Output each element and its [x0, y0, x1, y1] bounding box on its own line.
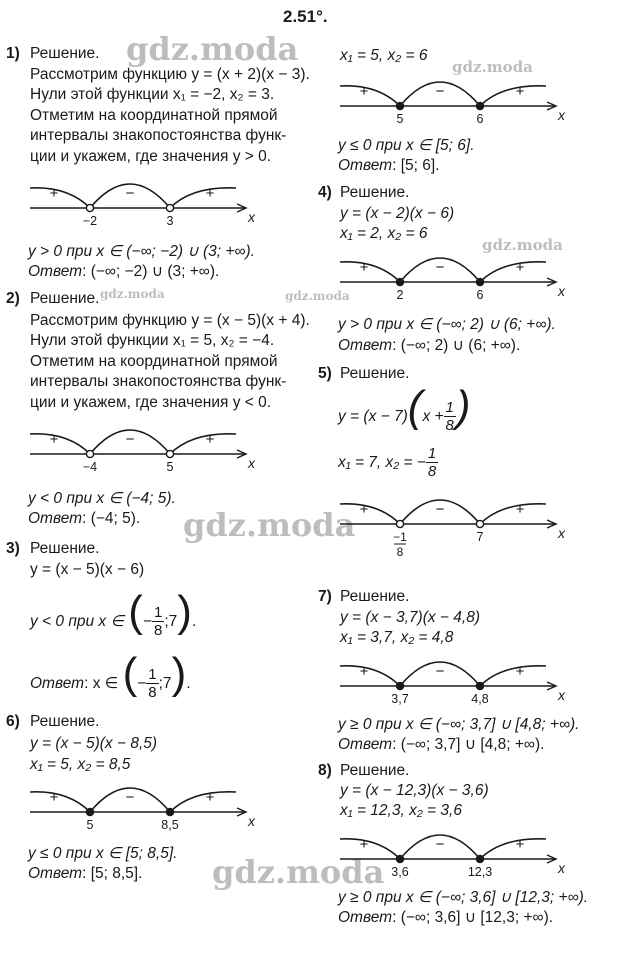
sign-arc [340, 666, 400, 686]
axis-variable-label: x [558, 525, 565, 541]
filled-point [166, 808, 173, 815]
task-3-cont-line: x₁ = 5, x₂ = 6 [340, 47, 428, 64]
point-label: 7 [476, 530, 484, 544]
filled-point [476, 682, 483, 689]
task-3-result: y < 0 при x ∈ (− $\frac{1}{8}$ ;7). [30, 587, 197, 640]
point-label: 5 [86, 818, 94, 832]
fraction-den: 8 [154, 622, 163, 640]
filled-point [396, 102, 403, 109]
task-3-answer: Ответ: x ∈ (− $\frac{1}{8}$ ;7). [30, 649, 191, 702]
open-point [396, 520, 403, 527]
fraction [152, 604, 164, 639]
watermark: gdz.moda [100, 287, 165, 301]
sign-arc [480, 839, 546, 859]
task-4-result: y > 0 при x ∈ (−∞; 2) ∪ (6; +∞). [338, 316, 556, 333]
answer-value: : [5; 6]. [392, 157, 440, 174]
open-point [166, 450, 173, 457]
point-label: 3,6 [391, 865, 409, 879]
answer-value: : [5; 8,5]. [82, 865, 143, 882]
filled-point [476, 855, 483, 862]
task-4-number: 4) [318, 184, 332, 201]
point-label: −4 [82, 460, 98, 474]
axis-variable-label: x [558, 107, 565, 123]
filled-point [396, 278, 403, 285]
task-1-label: Решение. [30, 45, 100, 62]
sign-label: + [359, 259, 369, 276]
answer-value: : (−4; 5). [82, 510, 141, 527]
point-label-numerator: −1 [393, 530, 407, 544]
sign-label: + [515, 663, 525, 680]
task-2-answer [28, 510, 140, 528]
task-3-line: y = (x − 5)(x − 6) [30, 561, 145, 578]
watermark: gdz.moda [285, 289, 350, 303]
sign-arc [170, 188, 236, 208]
sign-arc [340, 504, 400, 524]
axis-variable-label: x [558, 283, 565, 299]
task-8-label: Решение. [340, 762, 410, 779]
interval-rest: ;7 [158, 675, 172, 692]
task-6-line: x₁ = 5, x₂ = 8,5 [30, 756, 131, 773]
task-2-line: ции и укажем, где значения y < 0. [30, 394, 272, 411]
answer-label: Ответ [338, 909, 393, 926]
answer-value: : (−∞; 2) ∪ (6; +∞). [392, 337, 521, 354]
point-label: 5 [396, 112, 404, 126]
task-3-number: 3) [6, 540, 20, 557]
formula-part-b: x + [422, 408, 444, 425]
task-5-roots [338, 440, 438, 486]
task-2-line: Рассмотрим функцию y = (x − 5)(x + 4). [30, 312, 310, 329]
task-6-label: Решение. [30, 713, 100, 730]
answer-prefix: : x ∈ [84, 675, 119, 692]
fraction-num: 1 [154, 604, 163, 622]
point-label: 6 [476, 112, 484, 126]
task-6-line: y = (x − 5)(x − 8,5) [30, 735, 158, 752]
answer-label: Ответ [338, 337, 393, 354]
fraction-num: 1 [445, 399, 454, 417]
paren-close: ) [171, 649, 187, 698]
fraction [146, 666, 158, 701]
answer-label: Ответ [28, 865, 83, 882]
task-3-cont-answer [338, 157, 439, 175]
fraction [444, 399, 456, 434]
sign-label: + [205, 431, 215, 448]
task-4-line: y = (x − 2)(x − 6) [340, 205, 455, 222]
axis-variable-label: x [248, 209, 255, 225]
sign-label: + [359, 501, 369, 518]
task-5-number-line [338, 488, 568, 558]
task-3-cont-result: y ≤ 0 при x ∈ [5; 6]. [338, 137, 475, 154]
task-2-number-line [28, 418, 258, 478]
filled-point [86, 808, 93, 815]
sign-label: − [435, 663, 445, 680]
filled-point [476, 278, 483, 285]
point-label: 2 [396, 288, 404, 302]
sign-label: + [49, 185, 59, 202]
paren-open: ( [407, 382, 423, 431]
fraction-den: 8 [427, 463, 437, 481]
fraction [426, 445, 438, 480]
sign-arc [480, 666, 546, 686]
point-label: 12,3 [467, 865, 493, 879]
task-1-line: интервалы знакопостоянства функ- [30, 127, 287, 144]
task-6-answer [28, 865, 142, 883]
sign-label: + [49, 789, 59, 806]
task-8-line: x₁ = 12,3, x₂ = 3,6 [340, 802, 462, 819]
minus: − [142, 613, 153, 630]
sign-arc [340, 839, 400, 859]
task-6-result: y ≤ 0 при x ∈ [5; 8,5]. [28, 845, 178, 862]
answer-value: : (−∞; 3,7] ∪ [4,8; +∞). [392, 736, 545, 753]
open-point [166, 204, 173, 211]
watermark: gdz.moda [482, 236, 563, 254]
task-1-line: ции и укажем, где значения y > 0. [30, 148, 272, 165]
sign-label: − [435, 259, 445, 276]
task-8-number-line [338, 823, 568, 883]
answer-label: Ответ [30, 675, 85, 692]
task-1-answer [28, 263, 219, 281]
fraction-den: 8 [148, 684, 157, 702]
task-6-number-line [28, 776, 258, 836]
task-8-line: y = (x − 12,3)(x − 3,6) [340, 782, 489, 799]
point-label: 3 [166, 214, 174, 228]
answer-label: Ответ [28, 263, 83, 280]
sign-arc [340, 86, 400, 106]
point-label: 3,7 [391, 692, 409, 706]
open-point [86, 204, 93, 211]
fraction-num: 1 [427, 445, 437, 463]
point-label: −2 [82, 214, 98, 228]
sign-arc [480, 86, 546, 106]
task-7-answer [338, 736, 544, 754]
sign-label: + [515, 83, 525, 100]
watermark: gdz.moda [126, 30, 299, 68]
task-1-result: y > 0 при x ∈ (−∞; −2) ∪ (3; +∞). [28, 243, 255, 260]
formula-part-a: y = (x − 7) [338, 408, 408, 425]
task-4-number-line [338, 246, 568, 306]
task-4-answer [338, 337, 520, 355]
answer-value: : (−∞; −2) ∪ (3; +∞). [82, 263, 220, 280]
filled-point [396, 855, 403, 862]
axis-variable-label: x [248, 455, 255, 471]
task-7-line: y = (x − 3,7)(x − 4,8) [340, 609, 480, 626]
task-4-label: Решение. [340, 184, 410, 201]
task-2-line: Отметим на координатной прямой [30, 353, 278, 370]
task-7-number-line [338, 650, 568, 710]
task-5-label: Решение. [340, 365, 410, 382]
sign-arc [30, 792, 90, 812]
sign-label: + [205, 185, 215, 202]
task-3-cont-number-line [338, 70, 568, 130]
task-1-line: Нули этой функции x₁ = −2, x₂ = 3. [30, 86, 275, 103]
task-7-result: y ≥ 0 при x ∈ (−∞; 3,7] ∪ [4,8; +∞). [338, 716, 580, 733]
task-7-line: x₁ = 3,7, x₂ = 4,8 [340, 629, 454, 646]
task-2-label: Решение. [30, 290, 100, 307]
sign-label: − [435, 501, 445, 518]
sign-arc [480, 504, 546, 524]
sign-label: + [205, 789, 215, 806]
result-prefix: y < 0 при x ∈ [30, 613, 124, 630]
task-3-label: Решение. [30, 540, 100, 557]
task-8-answer [338, 909, 553, 927]
sign-label: + [359, 663, 369, 680]
fraction-num: 1 [148, 666, 157, 684]
sign-label: − [435, 836, 445, 853]
paren-open: ( [128, 587, 143, 636]
sign-arc [340, 262, 400, 282]
task-1-number: 1) [6, 45, 20, 62]
answer-label: Ответ [338, 736, 393, 753]
open-point [86, 450, 93, 457]
open-point [476, 520, 483, 527]
sign-label: + [359, 836, 369, 853]
fraction-den: 8 [445, 417, 454, 435]
minus: − [137, 675, 147, 692]
interval-rest: ;7 [164, 613, 178, 630]
paren-close: ) [177, 587, 192, 636]
answer-label: Ответ [28, 510, 83, 527]
sign-label: + [49, 431, 59, 448]
axis-variable-label: x [558, 687, 565, 703]
point-label-denominator: 8 [396, 545, 404, 559]
sign-arc [480, 262, 546, 282]
task-1-line: Отметим на координатной прямой [30, 107, 278, 124]
sign-label: + [515, 501, 525, 518]
point-label: 6 [476, 288, 484, 302]
sign-label: + [515, 836, 525, 853]
filled-point [476, 102, 483, 109]
task-5-formula [338, 382, 471, 435]
sign-label: + [515, 259, 525, 276]
sign-arc [30, 434, 90, 454]
task-7-label: Решение. [340, 588, 410, 605]
task-5-number: 5) [318, 365, 332, 382]
task-8-result: y ≥ 0 при x ∈ (−∞; 3,6] ∪ [12,3; +∞). [338, 889, 589, 906]
watermark: gdz.moda [183, 506, 356, 544]
filled-point [396, 682, 403, 689]
paren-close: ) [455, 382, 471, 431]
task-2-result: y < 0 при x ∈ (−4; 5). [28, 490, 176, 507]
task-1-line: Рассмотрим функцию y = (x + 2)(x − 3). [30, 66, 310, 83]
task-2-number: 2) [6, 290, 20, 307]
axis-variable-label: x [248, 813, 255, 829]
sign-arc [170, 434, 236, 454]
sign-label: − [435, 83, 445, 100]
point-label: 5 [166, 460, 174, 474]
task-4-line: x₁ = 2, x₂ = 6 [340, 225, 428, 242]
task-7-number: 7) [318, 588, 332, 605]
sign-arc [30, 188, 90, 208]
sign-label: + [359, 83, 369, 100]
paren-open: ( [122, 649, 138, 698]
roots-text: x₁ = 7, x₂ = − [338, 454, 426, 471]
watermark: gdz.moda [452, 58, 533, 76]
answer-label: Ответ [338, 157, 393, 174]
task-8-number: 8) [318, 762, 332, 779]
page-title: 2.51°. [283, 7, 328, 26]
point-label: 4,8 [471, 692, 489, 706]
axis-variable-label: x [558, 860, 565, 876]
answer-value: : (−∞; 3,6] ∪ [12,3; +∞). [392, 909, 554, 926]
sign-label: − [125, 789, 135, 806]
task-1-number-line [28, 172, 258, 232]
sign-label: − [125, 185, 135, 202]
task-2-line: интервалы знакопостоянства функ- [30, 373, 287, 390]
watermark: gdz.moda [212, 853, 385, 891]
sign-arc [170, 792, 236, 812]
task-6-number: 6) [6, 713, 20, 730]
task-2-line: Нули этой функции x₁ = 5, x₂ = −4. [30, 332, 275, 349]
point-label: 8,5 [161, 818, 179, 832]
sign-label: − [125, 431, 135, 448]
